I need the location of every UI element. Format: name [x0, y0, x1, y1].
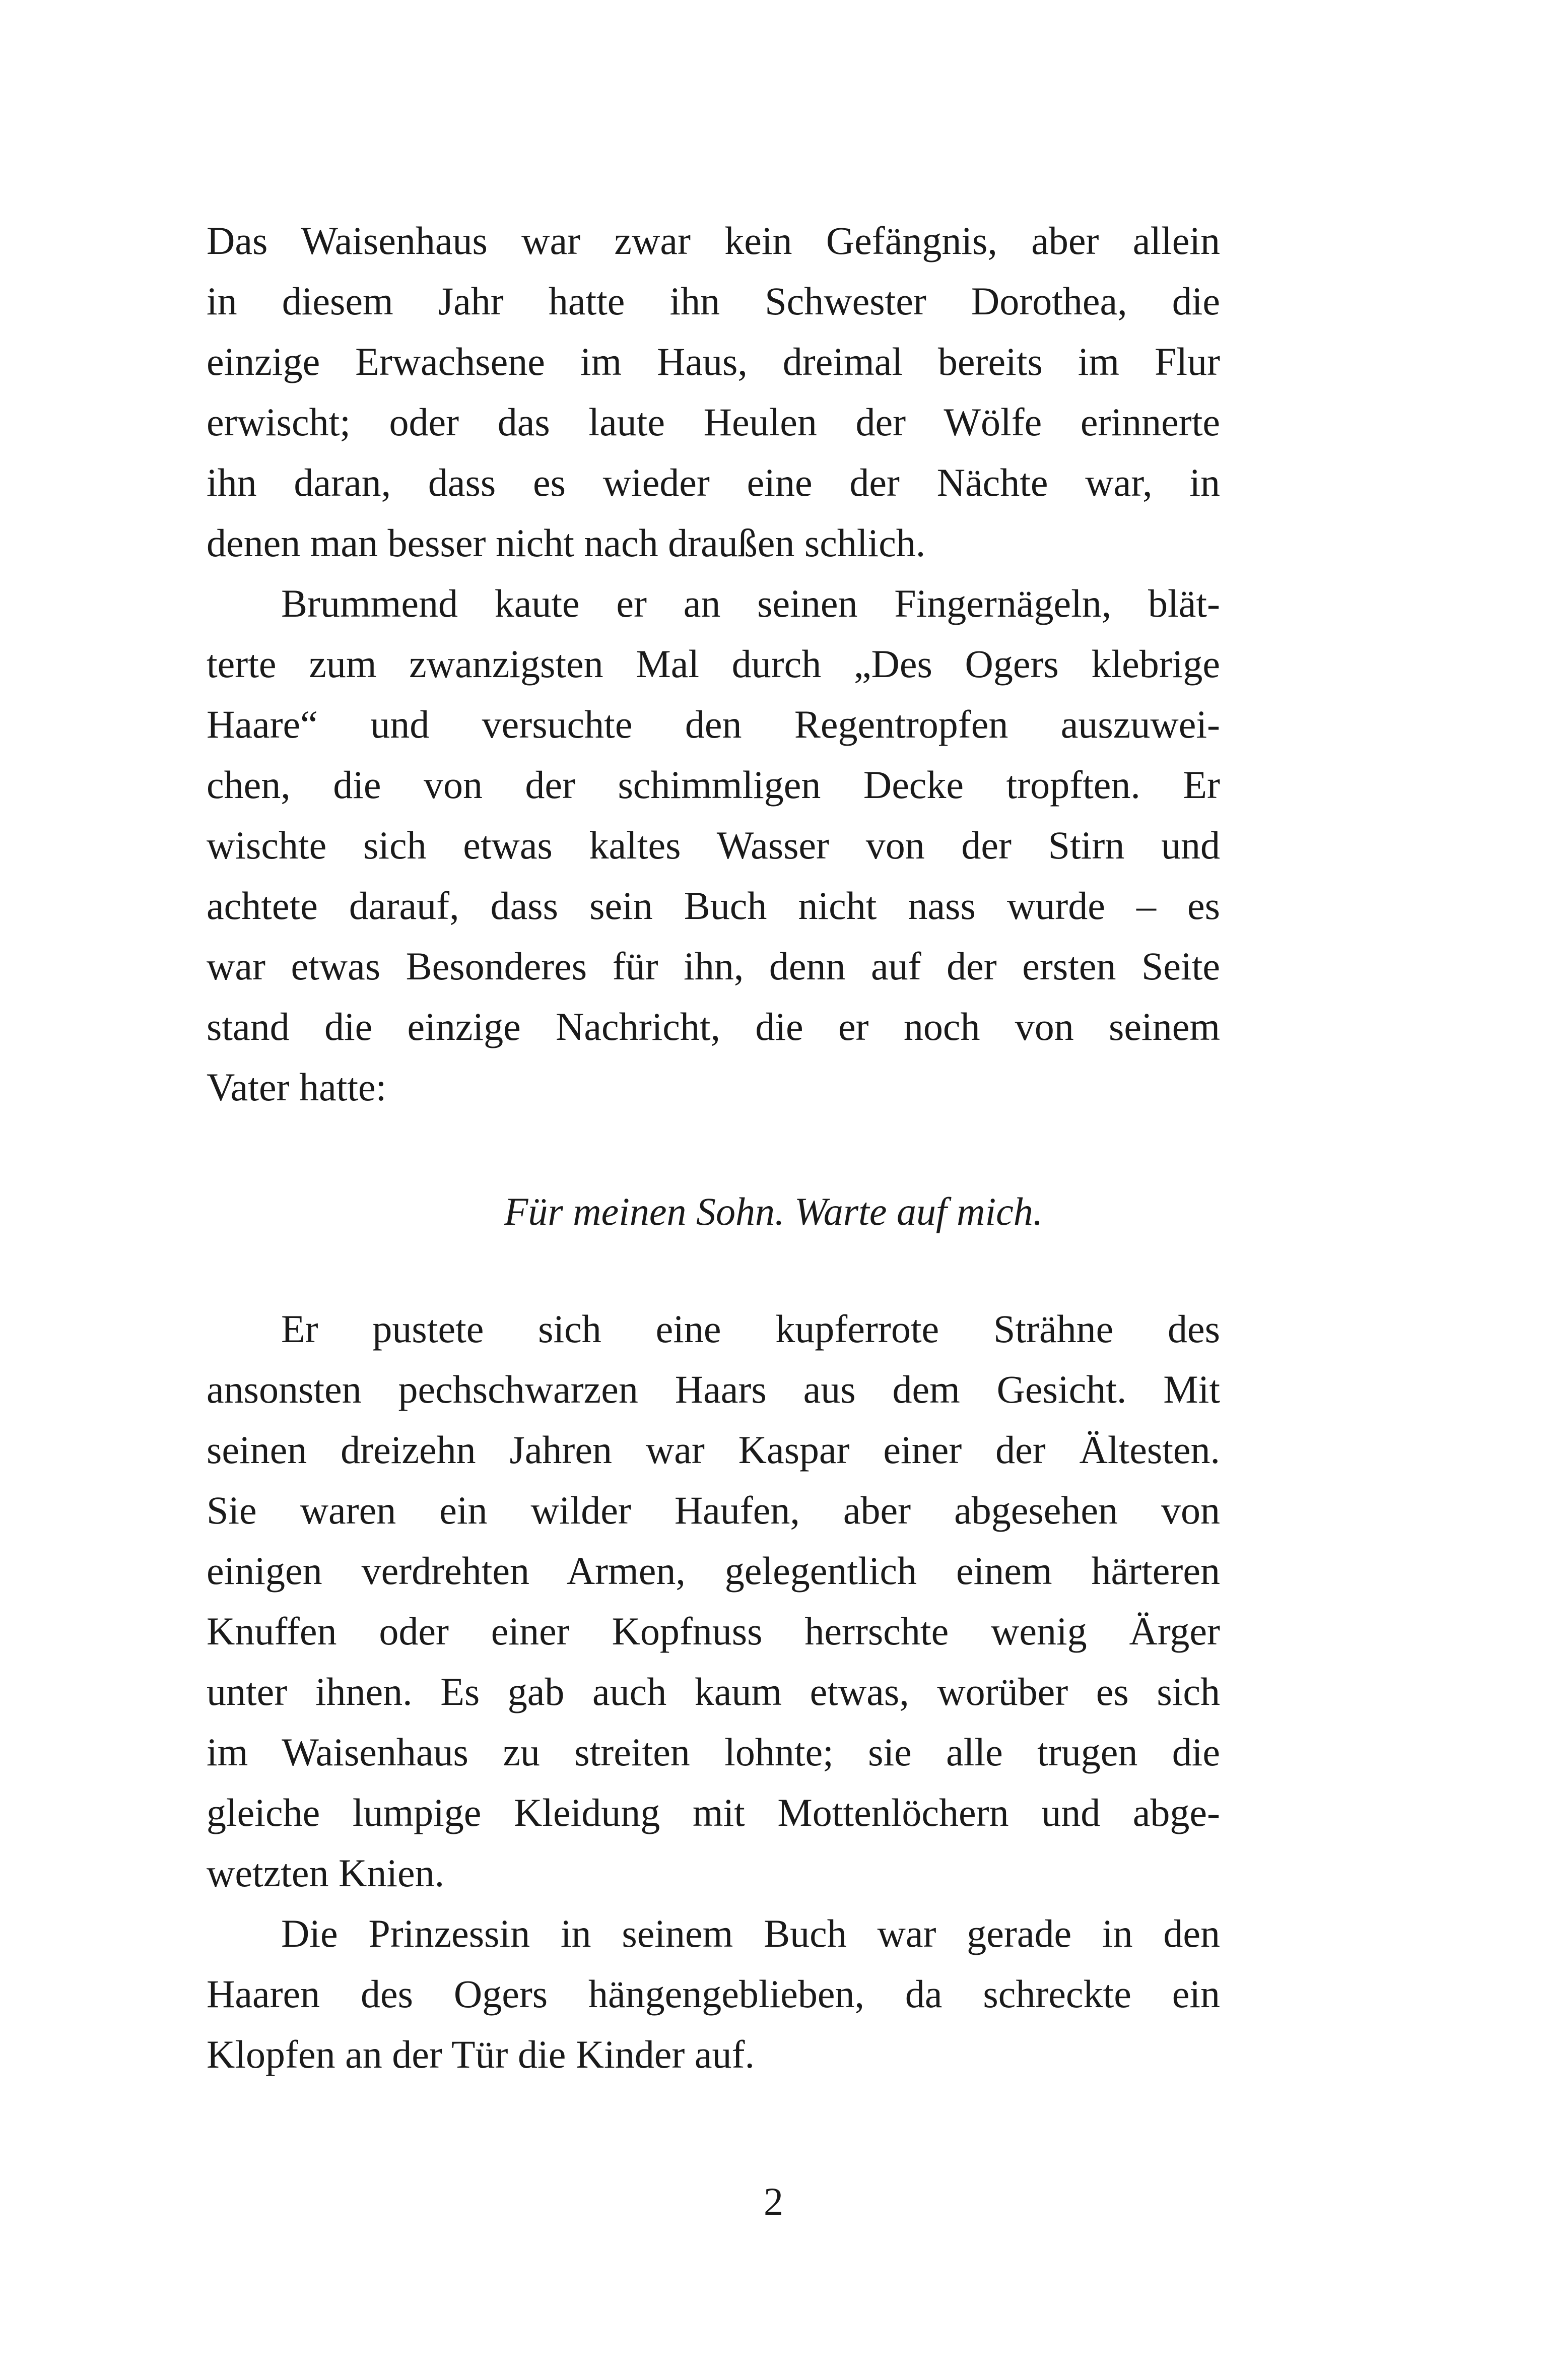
- text-line: Er pustete sich eine kupferrote Strähne des: [281, 1307, 1220, 1351]
- text-line: Die Prinzessin in seinem Buch war gerade in den: [281, 1911, 1220, 1955]
- text-line: Haaren des Ogers hängengeblieben, da schreckte ein: [207, 1972, 1220, 2016]
- text-line: einigen verdrehten Armen, gelegentlich einem härteren: [207, 1549, 1220, 1593]
- text-block-bottom: [207, 1299, 1220, 2085]
- text-line: Klopfen an der Tür die Kinder auf.: [207, 2032, 755, 2076]
- text-line: seinen dreizehn Jahren war Kaspar einer der Ältesten.: [207, 1428, 1220, 1472]
- page-number: 2: [764, 2179, 783, 2223]
- text-line: ansonsten pechschwarzen Haars aus dem Gesicht. Mit: [207, 1367, 1220, 1411]
- paragraph-4: [207, 1903, 1220, 2085]
- text-line: unter ihnen. Es gab auch kaum etwas, worüber es sich: [207, 1670, 1220, 1713]
- text-line: war etwas Besonderes für ihn, denn auf der ersten Seite: [207, 944, 1220, 988]
- text-line: denen man besser nicht nach draußen schlich.: [207, 521, 926, 565]
- text-line: Brummend kaute er an seinen Fingernägeln, blät-: [281, 581, 1220, 625]
- text-line: Das Waisenhaus war zwar kein Gefängnis, aber allein: [207, 219, 1220, 262]
- text-line: Knuffen oder einer Kopfnuss herrschte wenig Ärger: [207, 1609, 1220, 1653]
- text-line: wetzten Knien.: [207, 1851, 445, 1895]
- paragraph-2: [207, 573, 1220, 1117]
- text-line: ihn daran, dass es wieder eine der Nächte war, in: [207, 460, 1220, 504]
- text-line: Haare“ und versuchte den Regentropfen auszuwei-: [207, 702, 1220, 746]
- text-line: terte zum zwanzigsten Mal durch „Des Ogers klebrige: [207, 642, 1220, 686]
- text-block-top: [207, 211, 1220, 1117]
- italic-quote: Für meinen Sohn. Warte auf mich.: [504, 1189, 1043, 1233]
- text-line: Sie waren ein wilder Haufen, aber abgesehen von: [207, 1488, 1220, 1532]
- text-line: einzige Erwachsene im Haus, dreimal bereits im Flur: [207, 340, 1220, 383]
- text-line: achtete darauf, dass sein Buch nicht nass wurde – es: [207, 884, 1220, 928]
- text-line: im Waisenhaus zu streiten lohnte; sie alle trugen die: [207, 1730, 1220, 1774]
- text-line: chen, die von der schimmligen Decke tropften. Er: [207, 763, 1220, 807]
- text-line: stand die einzige Nachricht, die er noch von seinem: [207, 1005, 1220, 1048]
- text-line: Vater hatte:: [207, 1065, 387, 1109]
- text-line: in diesem Jahr hatte ihn Schwester Dorothea, die: [207, 279, 1220, 323]
- paragraph-1: [207, 211, 1220, 573]
- text-line: erwischt; oder das laute Heulen der Wölfe erinnerte: [207, 400, 1220, 444]
- text-line: gleiche lumpige Kleidung mit Mottenlöchern und abge-: [207, 1791, 1220, 1834]
- paragraph-3: [207, 1299, 1220, 1903]
- text-line: wischte sich etwas kaltes Wasser von der Stirn und: [207, 823, 1220, 867]
